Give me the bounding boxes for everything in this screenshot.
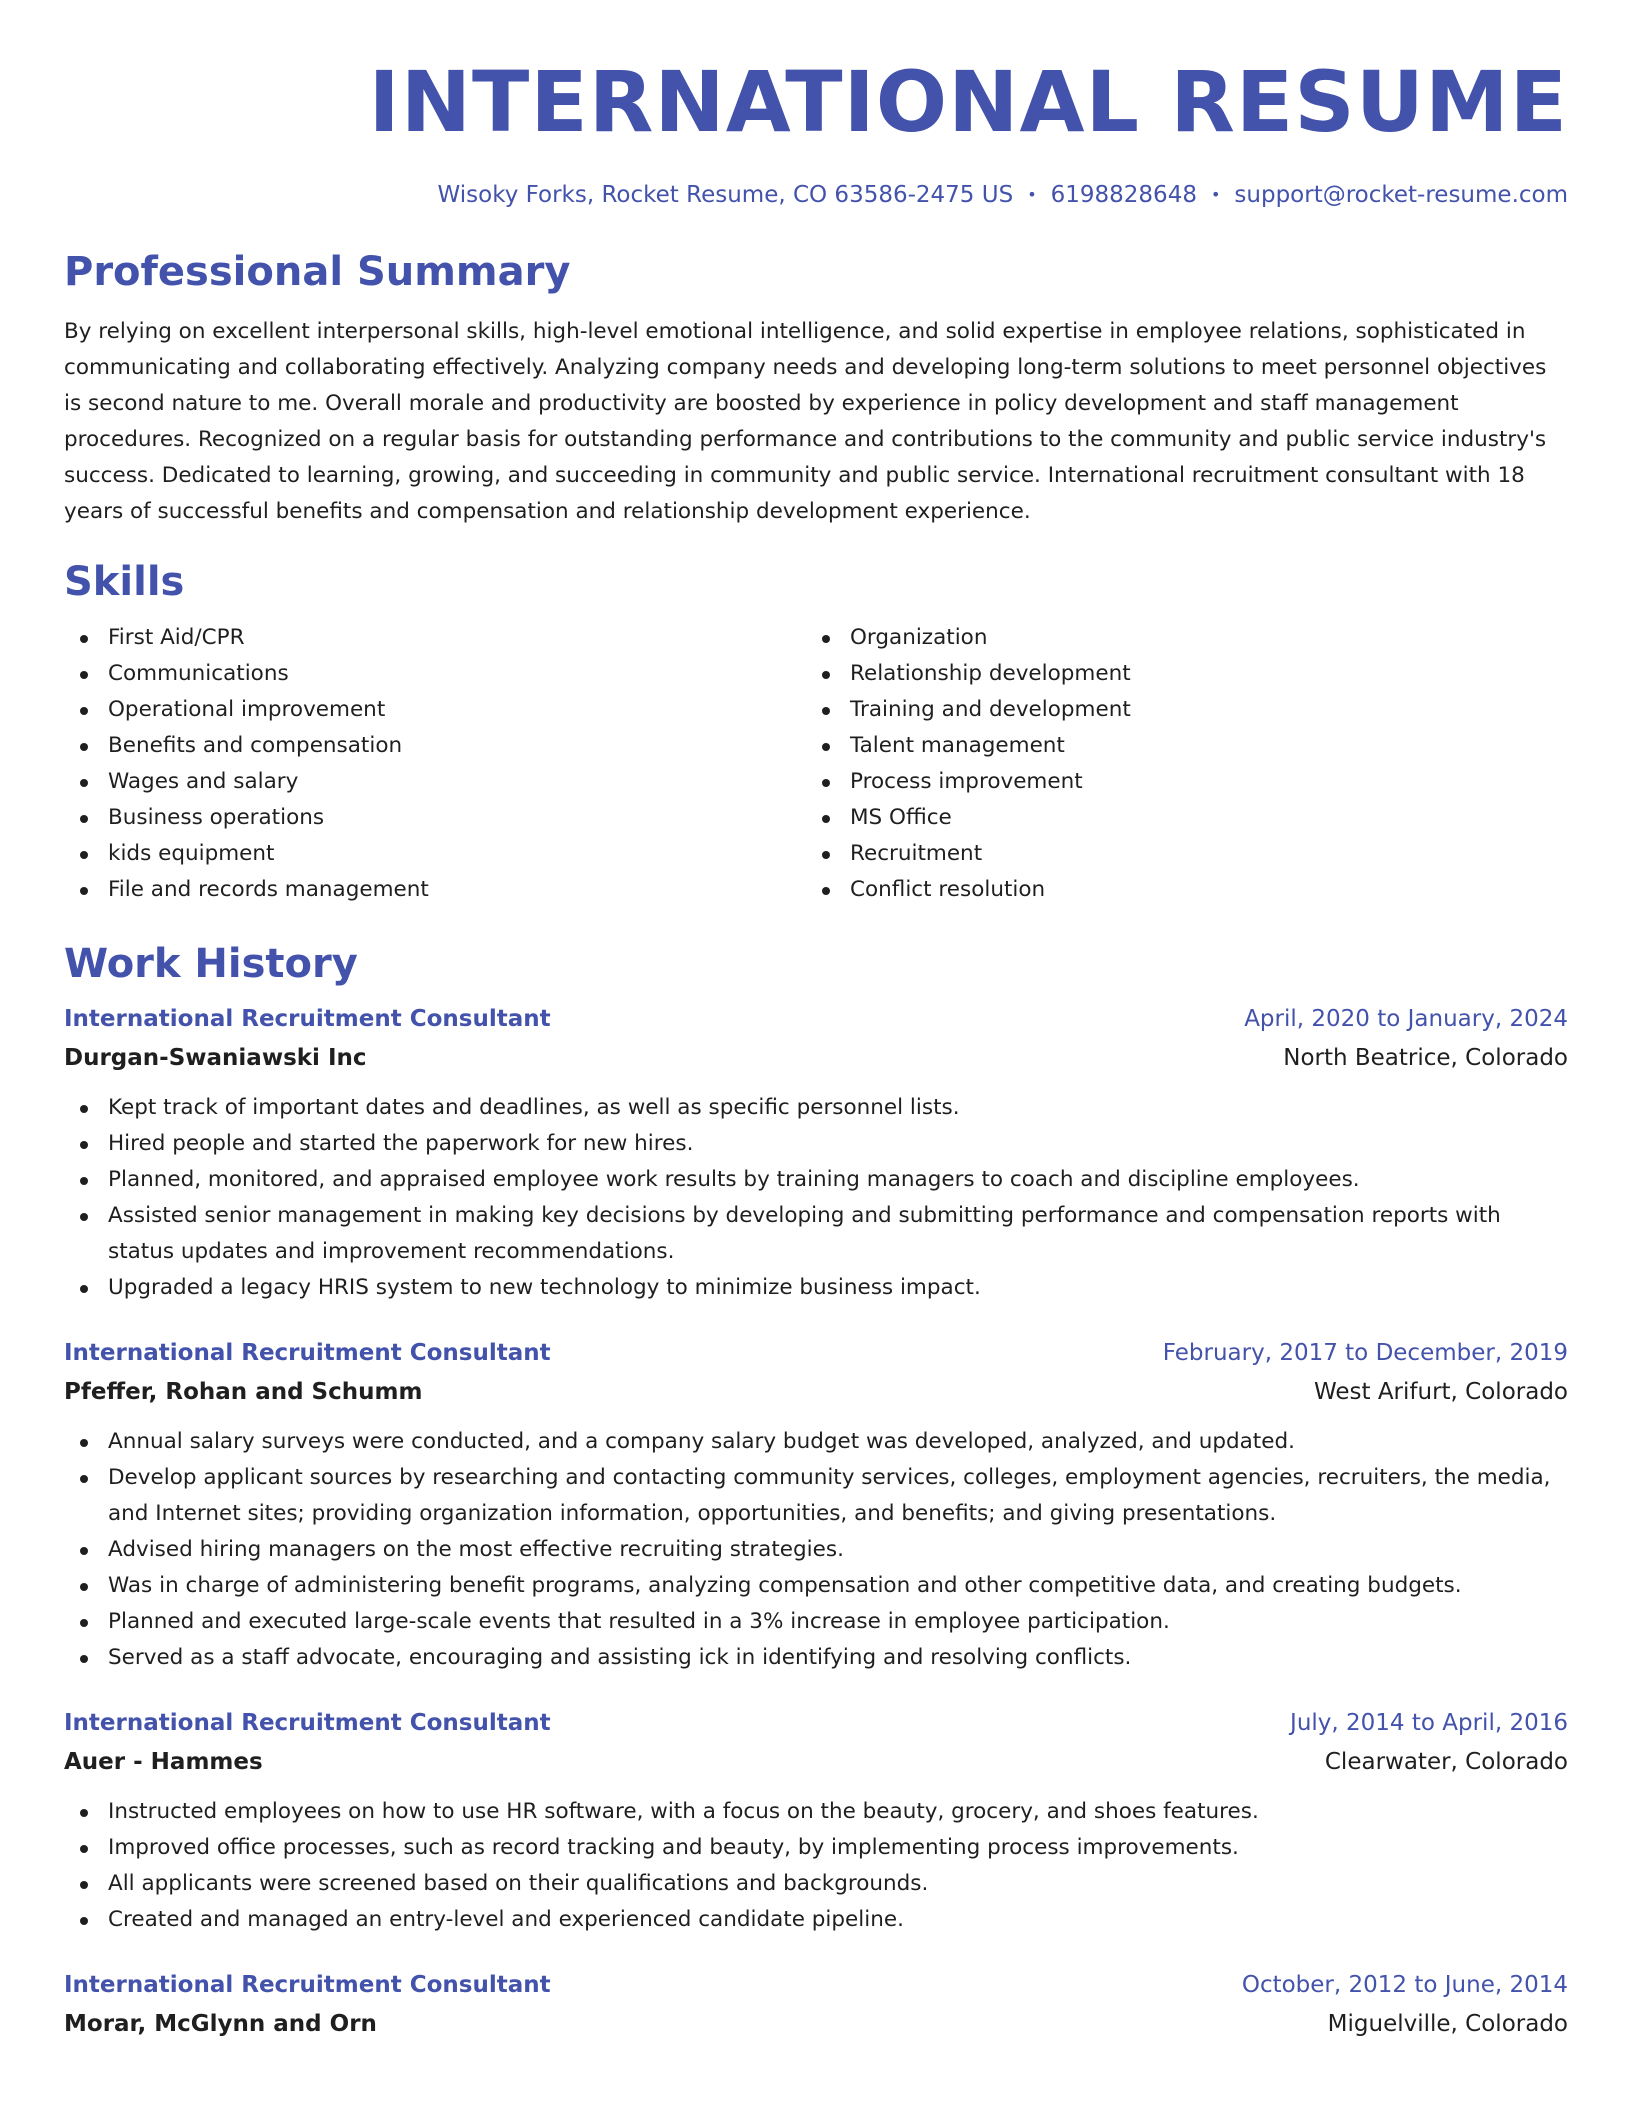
job-dates: February, 2017 to December, 2019	[1162, 1340, 1568, 1366]
job-header-row	[64, 1002, 1568, 1036]
job-header-row	[64, 1336, 1568, 1370]
job-bullet: Upgraded a legacy HRIS system to new technology to minimize business impact.	[64, 1270, 1568, 1306]
job-bullet: Planned, monitored, and appraised employee work results by training managers to coach and discipline employees.	[64, 1162, 1568, 1198]
contact-line	[64, 180, 1568, 210]
job-dates: October, 2012 to June, 2014	[1241, 1972, 1568, 1998]
skill-item: Business operations	[64, 800, 806, 836]
job-location: Miguelville, Colorado	[1327, 2011, 1568, 2037]
job-bullet: Instructed employees on how to use HR software, with a focus on the beauty, grocery, and shoes features.	[64, 1794, 1568, 1830]
job-location: North Beatrice, Colorado	[1283, 1045, 1568, 1071]
job-entry	[64, 1706, 1568, 1938]
job-bullet: Improved office processes, such as record tracking and beauty, by implementing process improvements.	[64, 1830, 1568, 1866]
job-company: Morar, McGlynn and Orn	[64, 2011, 377, 2037]
job-dates: April, 2020 to January, 2024	[1244, 1006, 1568, 1032]
job-title: International Recruitment Consultant	[64, 1340, 551, 1366]
skill-item: MS Office	[806, 800, 1548, 836]
job-header-row	[64, 1706, 1568, 1740]
job-company: Durgan-Swaniawski Inc	[64, 1045, 367, 1071]
contact-phone: 6198828648	[1050, 182, 1197, 208]
section-title-summary: Professional Summary	[64, 249, 571, 295]
job-sub-row	[64, 2002, 1568, 2042]
contact-address: Wisoky Forks, Rocket Resume, CO 63586-2475 US	[437, 182, 1014, 208]
skill-item: Recruitment	[806, 836, 1548, 872]
contact-separator: •	[1210, 185, 1221, 204]
skill-item: Organization	[806, 620, 1548, 656]
job-entry	[64, 1002, 1568, 1306]
section-title-skills: Skills	[64, 559, 185, 605]
skill-item: kids equipment	[64, 836, 806, 872]
skill-item: First Aid/CPR	[64, 620, 806, 656]
skill-item: Talent management	[806, 728, 1548, 764]
skill-item: File and records management	[64, 872, 806, 908]
job-bullet: Was in charge of administering benefit programs, analyzing compensation and other competitive data, and creating budgets.	[64, 1568, 1568, 1604]
job-location: Clearwater, Colorado	[1324, 1749, 1568, 1775]
skill-item: Process improvement	[806, 764, 1548, 800]
section-title-work-history: Work History	[64, 941, 358, 987]
job-bullet: Assisted senior management in making key decisions by developing and submitting performance and compensation reports with status updates and improvement recommendations.	[64, 1198, 1568, 1270]
job-title: International Recruitment Consultant	[64, 1710, 551, 1736]
skills-column-left	[64, 620, 806, 908]
job-sub-row	[64, 1036, 1568, 1076]
job-company: Pfeffer, Rohan and Schumm	[64, 1379, 423, 1405]
job-dates: July, 2014 to April, 2016	[1290, 1710, 1568, 1736]
skill-item: Operational improvement	[64, 692, 806, 728]
skill-item: Conflict resolution	[806, 872, 1548, 908]
summary-text: By relying on excellent interpersonal skills, high-level emotional intelligence, and solid expertise in employee relations, sophisticated in communicating and collaborating effectively. Analyzing company needs and developing long-term solutions to meet personnel objectives is second nature to me. Overall morale and productivity are boosted by experience in policy development and staff management procedures. Recognized on a regular basis for outstanding performance and contributions to the community and public service industry's success. Dedicated to learning, growing, and succeeding in community and public service. International recruitment consultant with 18 years of successful benefits and compensation and relationship development experience.	[64, 319, 1547, 524]
job-bullets	[64, 1424, 1568, 1676]
skill-item: Communications	[64, 656, 806, 692]
job-bullets	[64, 1090, 1568, 1306]
job-company: Auer - Hammes	[64, 1749, 263, 1775]
skill-item: Training and development	[806, 692, 1548, 728]
job-bullet: Develop applicant sources by researching and contacting community services, colleges, employment agencies, recruiters, the media, and Internet sites; providing organization information, opportunities, and benefits; and giving presentations.	[64, 1460, 1568, 1532]
job-bullets	[64, 1794, 1568, 1938]
job-bullet: Planned and executed large-scale events that resulted in a 3% increase in employee participation.	[64, 1604, 1568, 1640]
job-bullet: Annual salary surveys were conducted, and a company salary budget was developed, analyzed, and updated.	[64, 1424, 1568, 1460]
skills-list	[64, 620, 1568, 908]
contact-separator: •	[1027, 185, 1037, 204]
job-location: West Arifurt, Colorado	[1313, 1379, 1568, 1405]
job-sub-row	[64, 1370, 1568, 1410]
skill-item: Relationship development	[806, 656, 1548, 692]
job-title: International Recruitment Consultant	[64, 1006, 551, 1032]
skill-item: Wages and salary	[64, 764, 806, 800]
job-header-row	[64, 1968, 1568, 2002]
job-bullet: Served as a staff advocate, encouraging and assisting ick in identifying and resolving conflicts.	[64, 1640, 1568, 1676]
skill-item: Benefits and compensation	[64, 728, 806, 764]
job-bullet: Advised hiring managers on the most effective recruiting strategies.	[64, 1532, 1568, 1568]
job-bullet: Hired people and started the paperwork for new hires.	[64, 1126, 1568, 1162]
job-entry	[64, 1968, 1568, 2042]
job-entry	[64, 1336, 1568, 1676]
contact-email: support@rocket-resume.com	[1234, 182, 1568, 208]
job-bullet: Kept track of important dates and deadlines, as well as specific personnel lists.	[64, 1090, 1568, 1126]
resume-name: INTERNATIONAL RESUME	[368, 53, 1568, 151]
job-title: International Recruitment Consultant	[64, 1972, 551, 1998]
job-bullet: Created and managed an entry-level and experienced candidate pipeline.	[64, 1902, 1568, 1938]
job-sub-row	[64, 1740, 1568, 1780]
skills-column-right	[806, 620, 1548, 908]
job-bullet: All applicants were screened based on their qualifications and backgrounds.	[64, 1866, 1568, 1902]
